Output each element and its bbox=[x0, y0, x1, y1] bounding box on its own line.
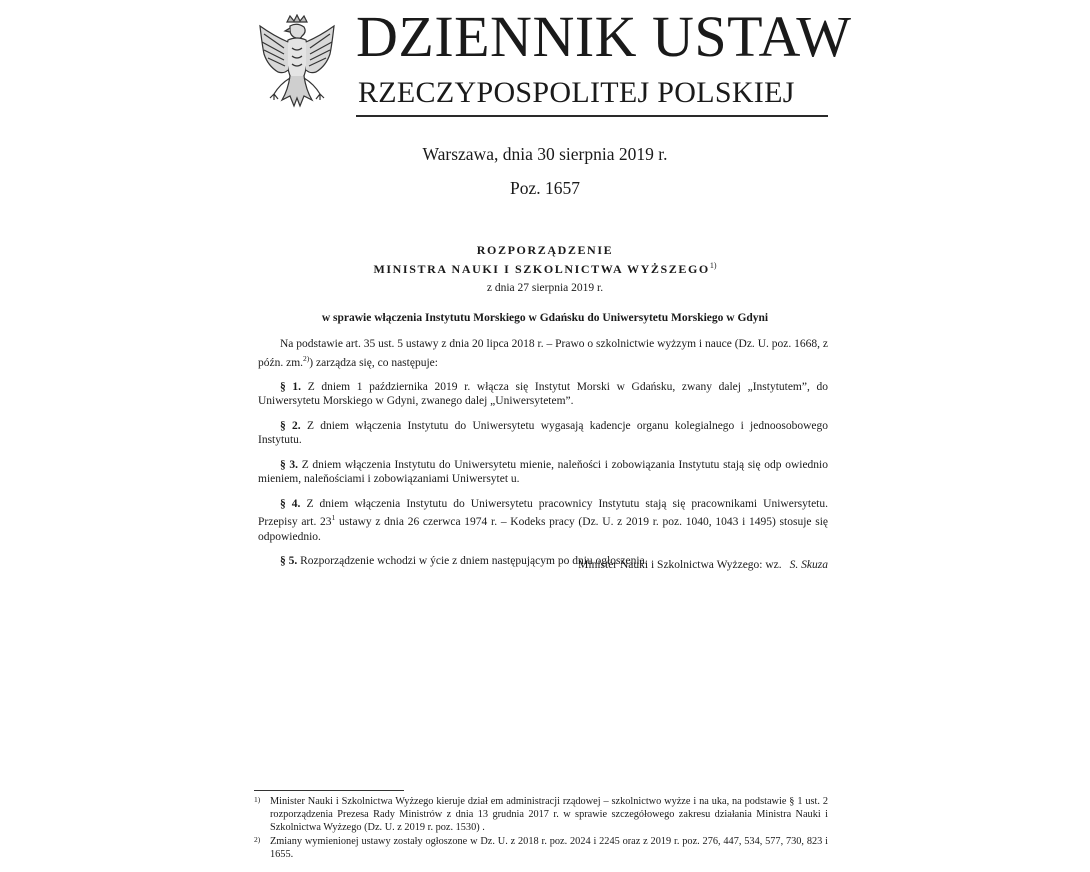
paragraph-text: Rozporządzenie wchodzi w ýcie z dniem następującym po dniu ogłoszenia. bbox=[300, 555, 648, 568]
paragraph-text-a: Z dniem włączenia Instytutu do Uniwersytetu pracownicy Instytutu stają się pracownikami Uniwersytetu. Przepisy art. 23 bbox=[258, 497, 828, 529]
regulation-author bbox=[260, 261, 830, 277]
paragraph-text: Z dniem włączenia Instytutu do Uniwersytetu wygasają kadencje organu kolegialnego i jednoosobowego Instytutu. bbox=[258, 419, 828, 447]
paragraph-superscript: 1 bbox=[331, 513, 336, 523]
paragraph-1 bbox=[258, 380, 828, 409]
legal-basis-paragraph bbox=[258, 337, 828, 370]
polish-eagle-emblem-icon bbox=[254, 14, 340, 114]
regulation-author-text: MINISTRA NAUKI I SZKOLNICTWA WYŻSZEGO bbox=[373, 262, 710, 276]
paragraph-text: Z dniem włączenia Instytutu do Uniwersytetu mienie, naleňości i zobowiązania Instytutu stają się odp owiednio mieniem, naleňościami i zobowiązaniami Uniwersytet u. bbox=[258, 458, 828, 486]
paragraph-number: § 3. bbox=[280, 458, 299, 471]
regulation-type: ROZPORZĄDZENIE bbox=[476, 243, 614, 257]
paragraph-text-b: ustawy z dnia 26 czerwca 1974 r. – Kodeks pracy (Dz. U. z 2019 r. poz. 1040, 1043 i 1495) stosuje się odpowiednio. bbox=[258, 516, 828, 543]
footnote-2 bbox=[254, 835, 828, 861]
signatory-role: Minister Nauki i Szkolnictwa Wyżzego: wz. bbox=[578, 559, 782, 571]
regulation-date: z dnia 27 sierpnia 2019 r. bbox=[486, 282, 604, 294]
regulation-body bbox=[258, 337, 828, 579]
signature-block bbox=[380, 559, 828, 571]
masthead-divider bbox=[356, 115, 828, 117]
intro-text-a: Na podstawie art. 35 ust. 5 ustawy z dnia 20 lipca 2018 r. – Prawo o szkolnictwie wyżzym i nauce (Dz. U. poz. 1668, z późn. zm. bbox=[258, 338, 828, 369]
footnote-1 bbox=[254, 795, 828, 834]
paragraph-4 bbox=[258, 497, 828, 544]
journal-subtitle: RZECZYPOSPOLITEJ POLSKIEJ bbox=[358, 76, 795, 109]
footnote-mark: 2) bbox=[254, 835, 261, 844]
journal-title: DZIENNIK USTAW bbox=[356, 4, 852, 69]
footnote-text: Minister Nauki i Szkolnictwa Wyżzego kieruje dział em administracji rządowej – szkolnictwo wyżze i na uka, na podstawie § 1 ust. 2 rozporządzenia Prezesa Rady Ministrów z dnia 13 grudnia 2017 r. w sprawie szczegółowego zakresu działania Ministra Nauki i Szkolnictwa Wyżzego (Dz. U. z 2019 r. poz. 1530) . bbox=[270, 796, 828, 833]
regulation-subject: w sprawie włączenia Instytutu Morskiego w Gdańsku do Uniwersytetu Morskiego w Gdyni bbox=[321, 312, 769, 324]
paragraph-2 bbox=[258, 419, 828, 448]
paragraph-number: § 2. bbox=[280, 419, 301, 432]
issue-position: Poz. 1657 bbox=[510, 178, 580, 198]
footnotes bbox=[254, 795, 828, 862]
paragraph-3 bbox=[258, 458, 828, 487]
issue-date: Warszawa, dnia 30 sierpnia 2019 r. bbox=[422, 144, 668, 164]
signatory-name: S. Skuza bbox=[789, 559, 828, 571]
footnote-text: Zmiany wymienionej ustawy zostały ogłoszone w Dz. U. z 2018 r. poz. 2024 i 2245 oraz z 2019 r. poz. 276, 447, 534, 577, 730, 823 i 1655. bbox=[270, 836, 828, 860]
paragraph-number: § 4. bbox=[280, 497, 301, 510]
intro-footnote-mark: 2) bbox=[303, 353, 310, 363]
paragraph-number: § 1. bbox=[280, 380, 302, 393]
paragraph-text: Z dniem 1 października 2019 r. włącza się Instytut Morski w Gdańsku, zwany dalej „Instytutem”, do Uniwersytetu Morskiego w Gdyni, zwanego dalej „Uniwersytetem”. bbox=[258, 380, 829, 408]
author-footnote-mark: 1) bbox=[709, 261, 717, 270]
footnote-mark: 1) bbox=[254, 795, 261, 804]
paragraph-number: § 5. bbox=[280, 555, 298, 568]
intro-text-b: ) zarządza się, co następuje: bbox=[309, 356, 438, 369]
footnote-divider bbox=[254, 790, 404, 791]
